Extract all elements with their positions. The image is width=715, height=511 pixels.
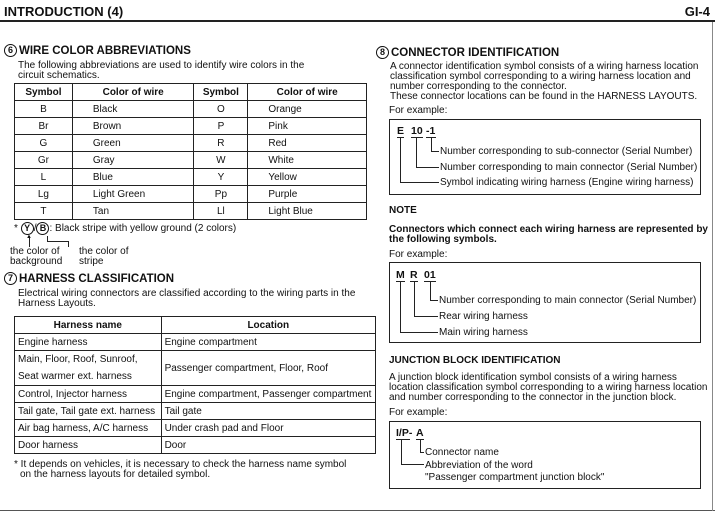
connector-line-2: Number corresponding to main connector (Serial Number) [440,162,698,173]
table-cell: Gray [72,152,194,169]
connector-code-1: -1 [426,125,436,137]
leader-h-1 [431,151,439,152]
harness-heading [4,272,174,285]
harness-name-cell [15,351,162,386]
table-cell: Light Green [72,186,194,203]
table-row [15,169,367,186]
note-leader-h-2 [414,316,438,317]
section-number-8: 8 [376,46,389,59]
note-leader-h-3 [400,332,438,333]
junction-leader-v-1 [420,439,421,453]
column-header: Color of wire [248,84,367,101]
junction-p2: location classification symbol corresponding to a wiring harness location [389,382,708,393]
table-cell: Brown [72,118,194,135]
harness-table-header [15,317,376,334]
leader-v-3 [400,137,401,183]
page-title: INTRODUCTION (4) [4,4,124,19]
table-row [15,152,367,169]
stripe-label-2: stripe [79,256,104,267]
wire-table-header [15,84,367,101]
junction-code-a: A [416,427,424,439]
note-line-2: Rear wiring harness [439,311,528,322]
table-cell: White [248,152,367,169]
column-header: Symbol [15,84,73,101]
note-leader-v-1 [430,281,431,301]
table-cell: L [15,169,73,186]
junction-line-2: Abbreviation of the word [425,460,533,471]
column-header: Color of wire [72,84,194,101]
table-cell: O [194,101,248,118]
junction-p3: and number corresponding to the connector in the junction block. [389,392,677,403]
underline-ip [396,439,410,440]
table-row [15,186,367,203]
junction-leader-v-2 [401,439,402,465]
connector-line-3: Symbol indicating wiring harness (Engine wiring harness) [440,177,694,188]
note-text: : Black stripe with yellow ground (2 colors) [49,223,237,234]
connector-heading [376,46,559,59]
table-row [15,334,376,351]
harness-name-cell: Engine harness [15,334,162,351]
table-cell: Purple [248,186,367,203]
table-cell: R [194,135,248,152]
junction-line-1: Connector name [425,447,499,458]
table-row [15,203,367,220]
stripe-arrow-h [47,241,69,242]
yellow-symbol: Y [21,222,34,235]
note-star: * [14,223,18,234]
harness-heading-text: HARNESS CLASSIFICATION [19,273,175,285]
note-code-01: 01 [424,269,436,281]
wire-heading-text: WIRE COLOR ABBREVIATIONS [19,45,191,57]
note-line-1: Number corresponding to main connector (Serial Number) [439,295,697,306]
harness-location-cell: Engine compartment [161,334,375,351]
harness-intro-2: Harness Layouts. [18,298,96,309]
wire-color-table [14,83,367,220]
connector-example-label: For example: [389,105,448,116]
table-cell: Lg [15,186,73,203]
junction-leader-h-2 [401,464,424,465]
connector-line-1: Number corresponding to sub-connector (Serial Number) [440,146,693,157]
harness-location-cell: Passenger compartment, Floor, Roof [161,351,375,386]
table-cell: Pink [248,118,367,135]
table-row [15,386,376,403]
table-cell: G [15,135,73,152]
stripe-note [14,222,236,235]
harness-location-cell: Door [161,437,375,454]
junction-code-ip: I/P- [396,427,413,439]
section-number-7: 7 [4,272,17,285]
connector-code-e: E [397,125,405,137]
junction-leader-h-1 [420,452,424,453]
connector-p1: A connector identification symbol consists of a wiring harness location [390,61,699,72]
table-cell: Light Blue [248,203,367,220]
table-row [15,420,376,437]
black-symbol: B [36,222,49,235]
note-code-r: R [410,269,418,281]
table-row [15,135,367,152]
table-row [15,101,367,118]
connector-p2: classification symbol corresponding to a wiring harness location and [390,71,691,82]
leader-h-3 [400,182,439,183]
stripe-label-1: the color of [79,246,129,257]
page-code: GI-4 [684,4,710,19]
harness-name-cell: Tail gate, Tail gate ext. harness [15,403,162,420]
section-number-6: 6 [4,44,17,57]
wire-intro-1: The following abbreviations are used to identify wire colors in the [18,60,305,71]
harness-name-cell: Door harness [15,437,162,454]
harness-location-cell: Engine compartment, Passenger compartment [161,386,375,403]
table-cell: Green [72,135,194,152]
note-slash: / [33,223,37,234]
harness-location-cell: Tail gate [161,403,375,420]
table-cell: Black [72,101,194,118]
harness-intro-1: Electrical wiring connectors are classified according to the wiring parts in the [18,288,356,299]
note-text-2: the following symbols. [389,234,497,245]
note-leader-v-3 [400,281,401,333]
harness-name-line: Main, Floor, Roof, Sunroof, [18,354,138,365]
note-leader-h-1 [430,300,438,301]
harness-footnote-1: * It depends on vehicles, it is necessary to check the harness name symbol [14,459,347,470]
table-cell: Blue [72,169,194,186]
connector-heading-text: CONNECTOR IDENTIFICATION [391,47,560,59]
table-cell: B [15,101,73,118]
table-cell: Orange [248,101,367,118]
table-cell: Red [248,135,367,152]
harness-name-line: Seat warmer ext. harness [18,371,132,382]
table-row [15,403,376,420]
table-cell: W [194,152,248,169]
connector-p3: number corresponding to the connector. [390,81,567,92]
harness-footnote-2: on the harness layouts for detailed symbol. [20,469,211,480]
harness-name-cell: Control, Injector harness [15,386,162,403]
wire-heading [4,44,191,57]
table-cell: T [15,203,73,220]
table-cell: Gr [15,152,73,169]
note-title: NOTE [389,205,417,216]
column-header: Symbol [194,84,248,101]
table-row [15,351,376,386]
stripe-arrow-down [68,241,69,247]
column-header: Harness name [15,317,162,334]
junction-line-3: "Passenger compartment junction block" [425,472,605,483]
bg-label-1: the color of [10,246,60,257]
note-leader-v-2 [414,281,415,317]
bg-arrow-head-icon: ▲ [26,234,32,240]
table-cell: Ll [194,203,248,220]
wire-intro-2: circuit schematics. [18,70,100,81]
note-text-1: Connectors which connect each wiring harness are represented by [389,224,708,235]
table-cell: Y [194,169,248,186]
leader-h-2 [416,167,439,168]
table-cell: Tan [72,203,194,220]
leader-v-1 [431,137,432,152]
junction-example-label: For example: [389,407,448,418]
table-cell: Yellow [248,169,367,186]
note-line-3: Main wiring harness [439,327,528,338]
connector-code-10: 10 [411,125,423,137]
right-border [712,22,713,511]
harness-location-cell: Under crash pad and Floor [161,420,375,437]
bg-label-2: background [10,256,63,267]
column-header: Location [161,317,375,334]
note-code-m: M [396,269,405,281]
page-header [0,0,715,22]
note-example-label: For example: [389,249,448,260]
junction-title: JUNCTION BLOCK IDENTIFICATION [389,355,561,366]
harness-table [14,316,376,454]
junction-p1: A junction block identification symbol consists of a wiring harness [389,372,677,383]
table-cell: Pp [194,186,248,203]
table-row [15,437,376,454]
connector-p4: These connector locations can be found in the HARNESS LAYOUTS. [390,91,698,102]
leader-v-2 [416,137,417,168]
harness-name-cell: Air bag harness, A/C harness [15,420,162,437]
table-row [15,118,367,135]
underline-10 [411,137,423,138]
table-cell: P [194,118,248,135]
table-cell: Br [15,118,73,135]
